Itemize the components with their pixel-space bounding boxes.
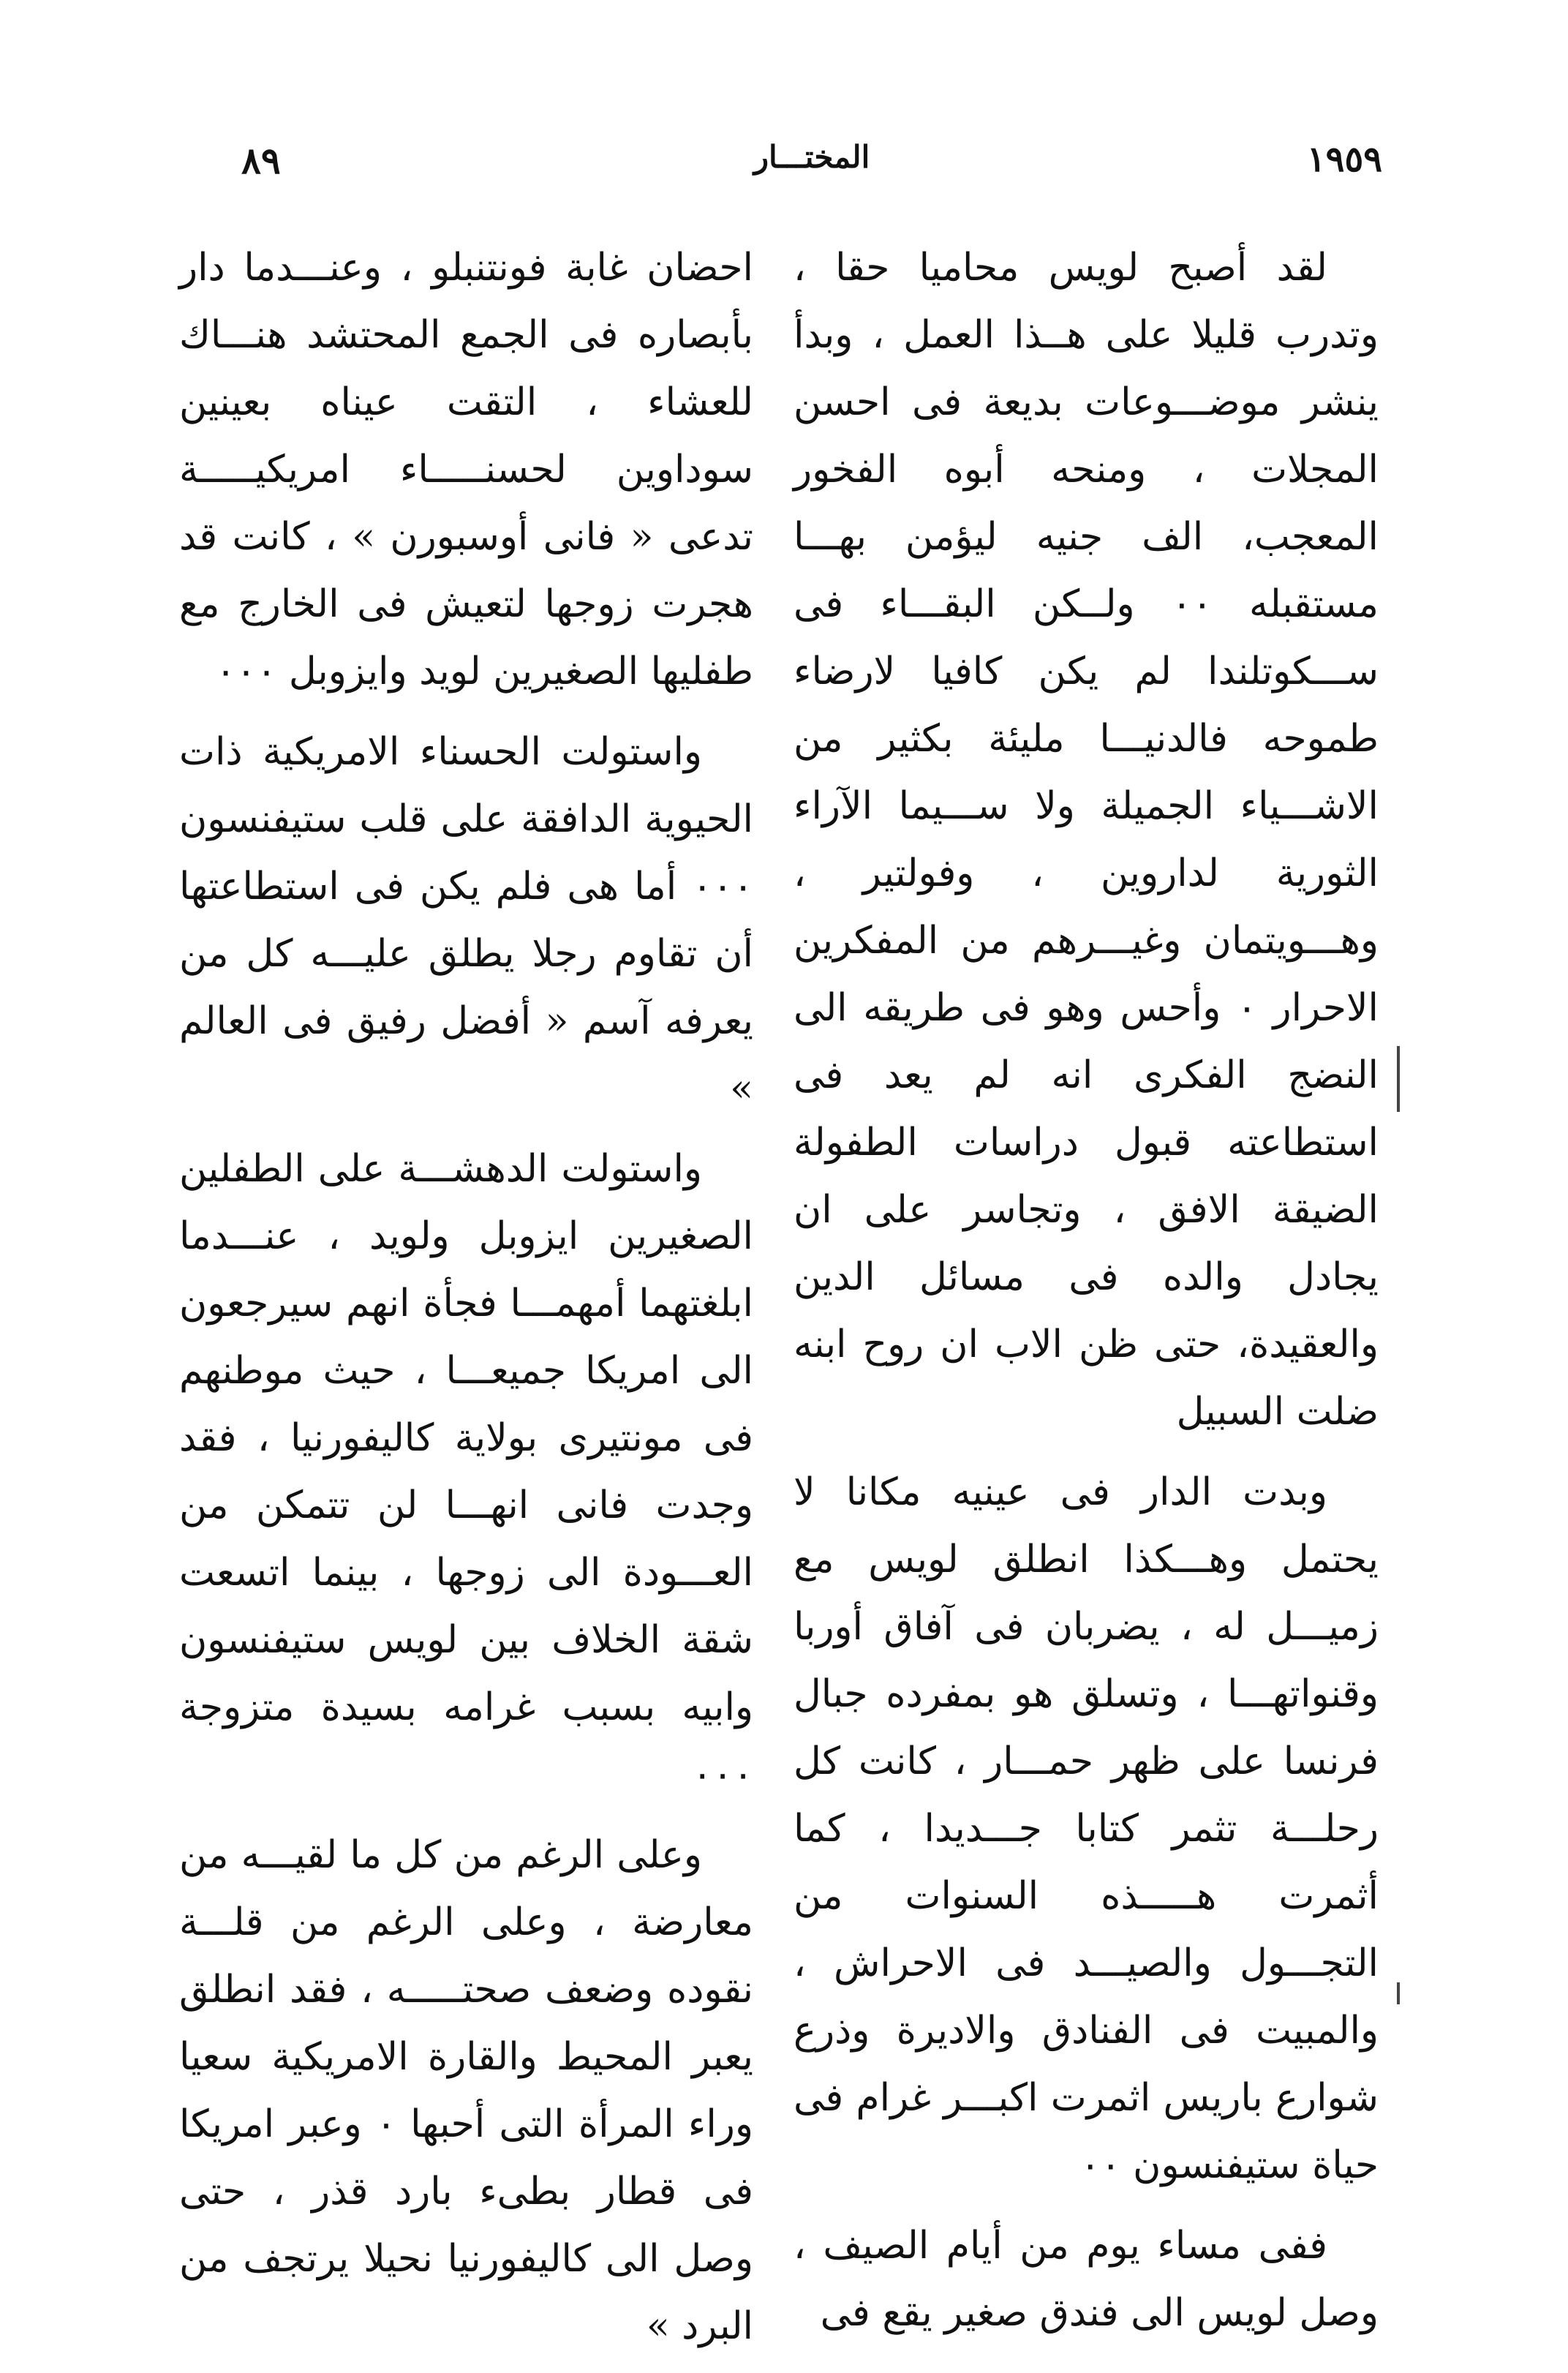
paragraph: واستولت الحسناء الامريكية ذات الحيوية الدافقة على قلب ستيفنسون ٠٠٠ أما هى فلم يكن فى استطاعتها أن تقاوم رجلا يطلق عليـــه كل من يعرفه آسم « أفضل رفيق فى العالم »	[179, 730, 753, 1110]
paragraph: احضان غابة فونتنبلو ، وعنـــدما دار بأبصاره فى الجمع المحتشد هنـــاك للعشاء ، التقت عيناه بعينين سوداوين لحسنـــــاء امريكيـــــة تدعى « فانى أوسبورن » ، كانت قد هجرت زوجها لتعيش فى الخارج مع طفليها الصغيرين لويد وايزوبل ٠٠٠	[179, 246, 753, 693]
running-title: المختـــار	[753, 139, 870, 175]
paragraph: لقد أصبح لويس محاميا حقا ، وتدرب قليلا على هــذا العمل ، وبدأ ينشر موضـــوعات بديعة فى احسن المجلات ، ومنحه أبوه الفخور المعجب، الف جنيه ليؤمن بهـــا مستقبله ٠٠ ولــكن البقـــاء فى ســـكوتلندا لم يكن كافيا لارضاء طموحه فالدنيـــا مليئة بكثير من الاشـــياء الجميلة ولا ســـيما الآراء الثورية لداروين ، وفولتير ، وهـــويتمان وغيـــرهم من المفكرين الاحرار ٠ وأحس وهو فى طريقه الى النضج الفكرى انه لم يعد فى استطاعته قبول دراسات الطفولة الضيقة الافق ، وتجاسر على ان يجادل والده فى مسائل الدين والعقيدة، حتى ظن الاب ان روح ابنه ضلت السبيل	[794, 246, 1379, 1434]
page-number: ٨٩	[241, 139, 281, 182]
paragraph: وبدت الدار فى عينيه مكانا لا يحتمل وهـــكذا انطلق لويس مع زميـــل له ، يضربان فى آفاق أوربا وقنواتهـــا ، وتسلق هو بمفرده جبال فرنسا على ظهر حمـــار ، كانت كل رحلـــة تثمر كتابا جـــديدا ، كما أثمرت هـــــذه السنوات من التجـــول والصيـــد فى الاحراش ، والمبيت فى الفنادق والاديرة وذرع شوارع باريس اثمرت اكبـــر غرام فى حياة ستيفنسون ٠٠	[794, 1470, 1379, 2187]
margin-scan-mark	[1397, 1046, 1400, 1112]
right-text-column	[794, 234, 1379, 2360]
publication-year: ١٩٥٩	[1306, 139, 1382, 180]
paragraph: ففى مساء يوم من أيام الصيف ، وصل لويس الى فندق صغير يقع فى	[794, 2224, 1379, 2335]
page-header	[219, 139, 1404, 198]
margin-scan-mark	[1397, 1982, 1400, 2004]
left-text-column	[179, 234, 753, 2373]
paragraph: وعلى الرغم من كل ما لقيـــه من معارضة ، وعلى الرغم من قلـــة نقوده وضعف صحتـــــه ، فقد انطلق يعبر المحيط والقارة الامريكية سعيا وراء المرأة التى أحبها ٠ وعبر امريكا فى قطار بطىء بارد قذر ، حتى وصل الى كاليفورنيا نحيلا يرتجف من البرد »	[179, 1833, 753, 2348]
paragraph: واستولت الدهشـــة على الطفلين الصغيرين ايزوبل ولويد ، عنـــدما ابلغتهما أمهمـــا فجأة انهم سيرجعون الى امريكا جميعـــا ، حيث موطنهم فى مونتيرى بولاية كاليفورنيا ، فقد وجدت فانى انهـــا لن تتمكن من العـــودة الى زوجها ، بينما اتسعت شقة الخلاف بين لويس ستيفنسون وابيه بسبب غرامه بسيدة متزوجة ٠٠٠	[179, 1147, 753, 1797]
